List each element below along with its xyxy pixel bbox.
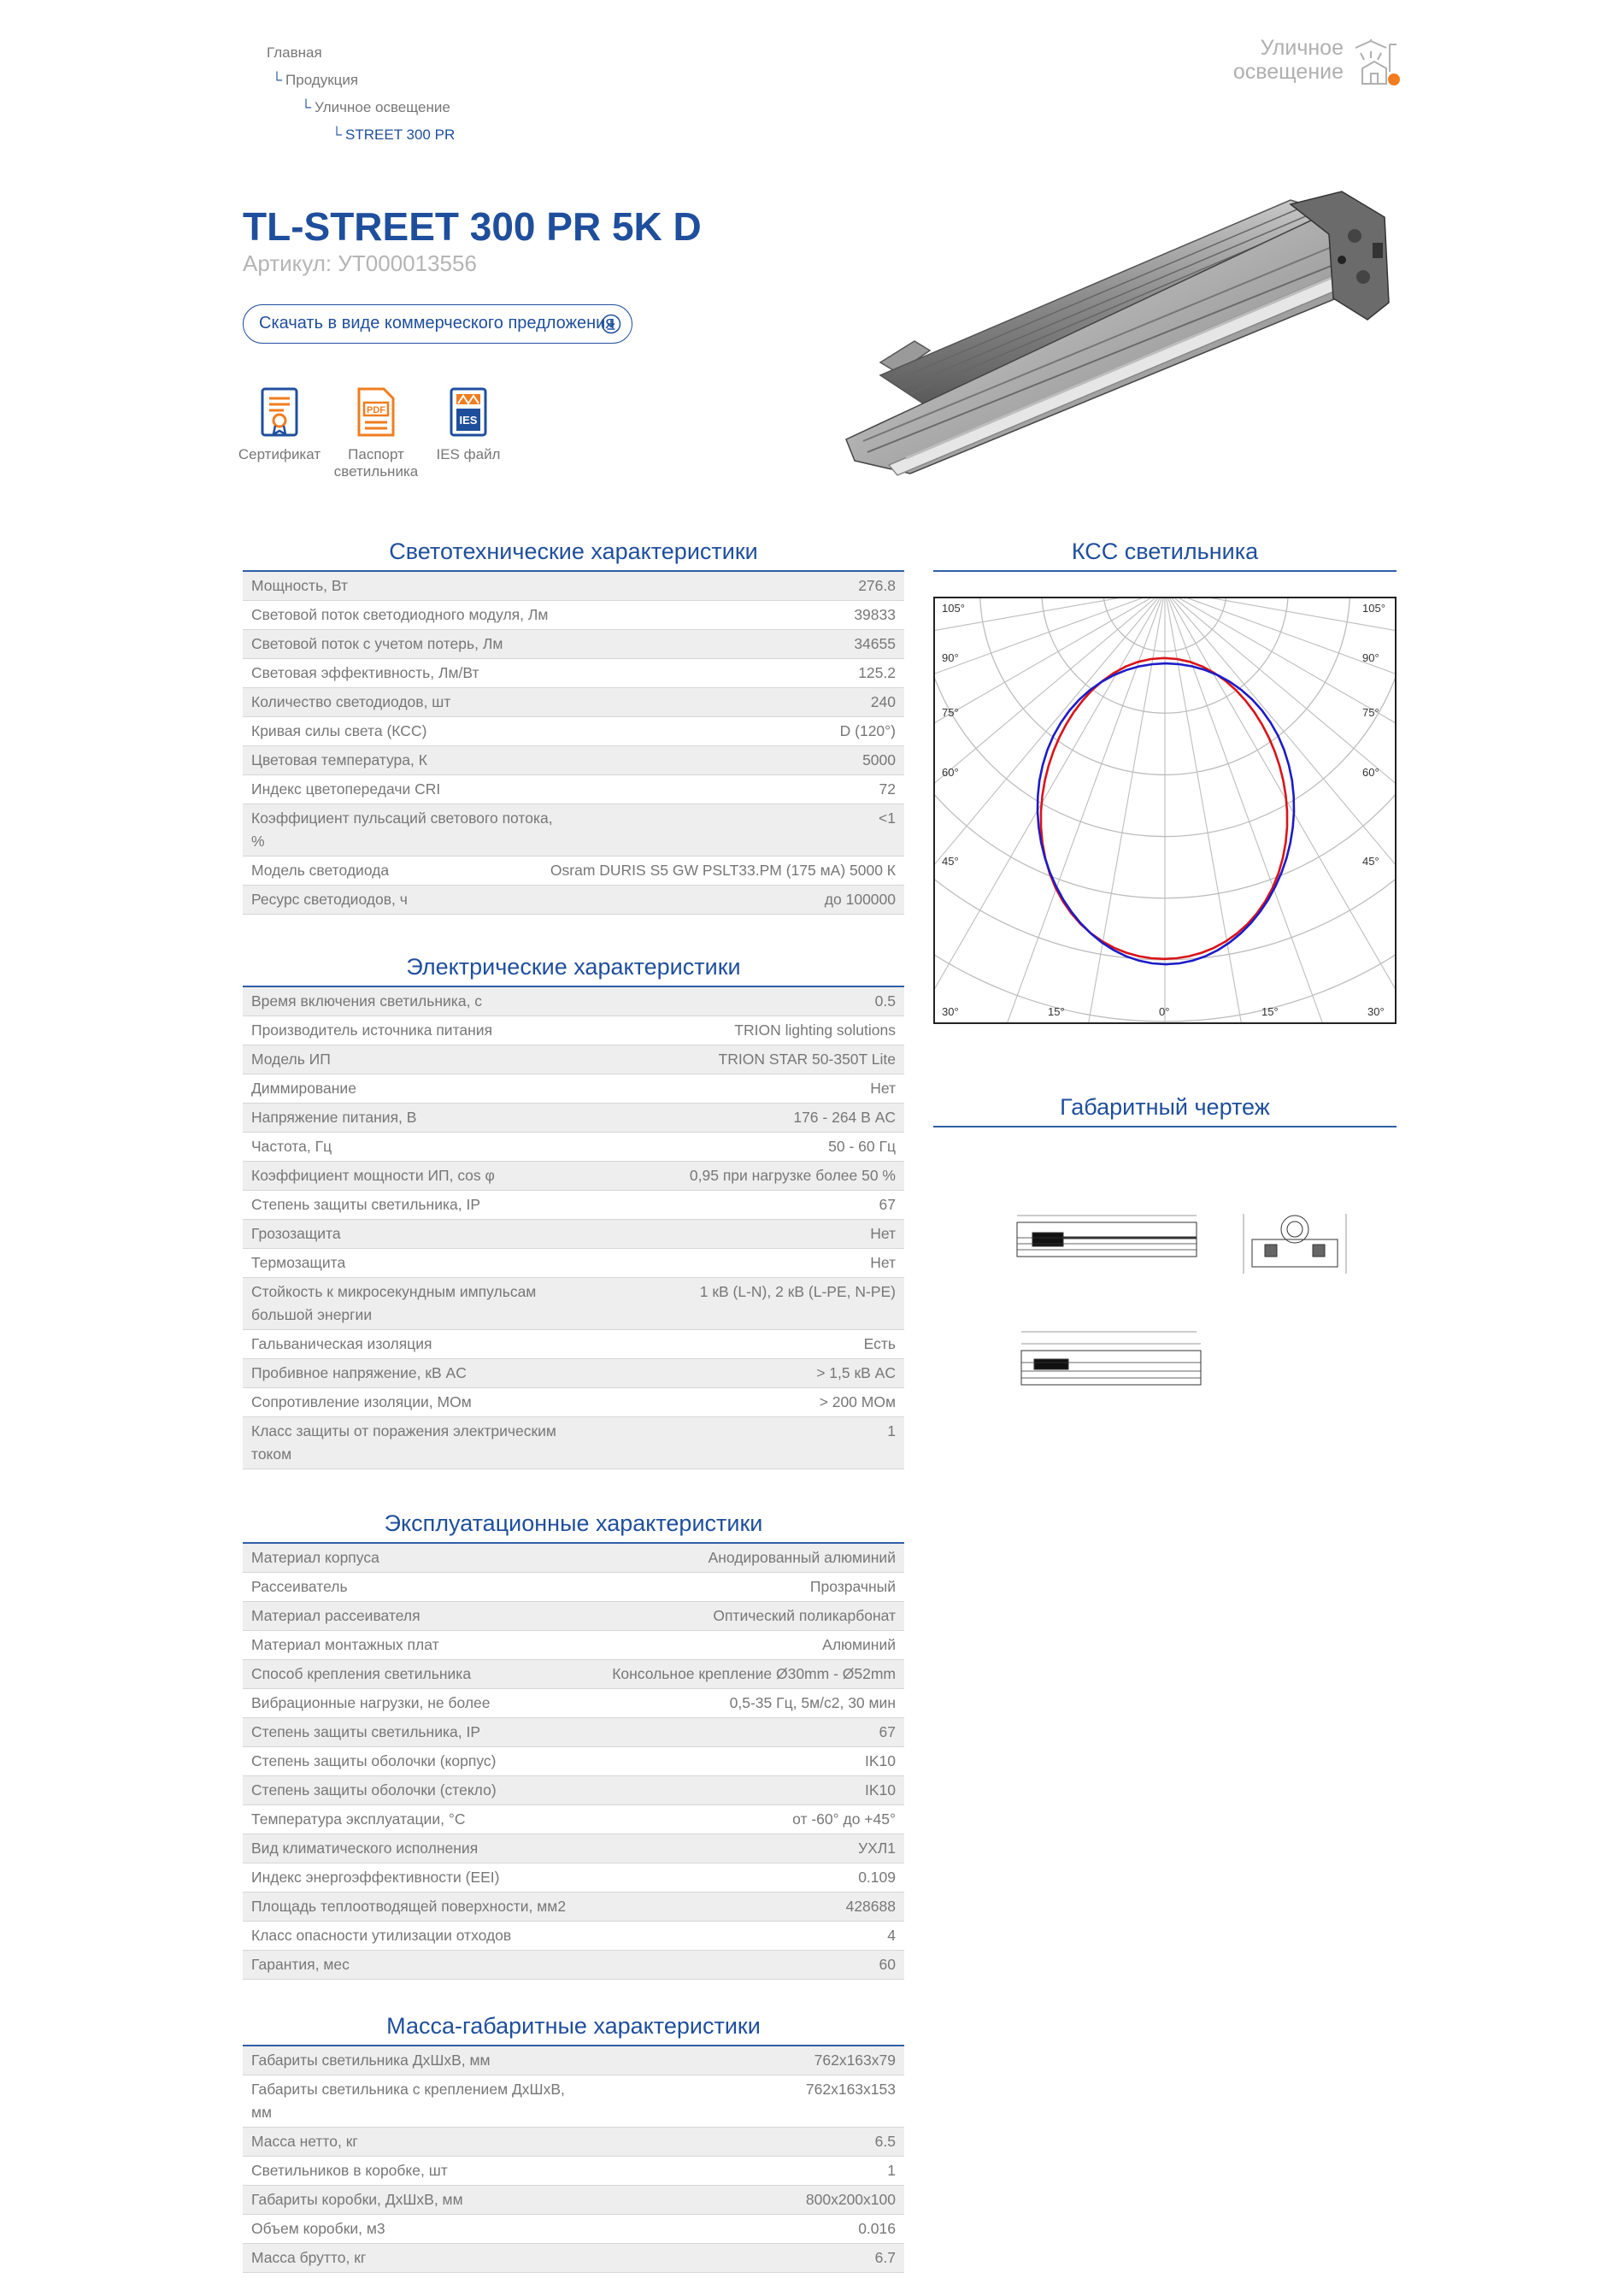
spec-value: <1 xyxy=(879,809,896,827)
spec-row xyxy=(243,1573,904,1602)
spec-row xyxy=(243,2215,904,2244)
spec-row xyxy=(243,775,904,804)
spec-value: 0,95 при нагрузке более 50 % xyxy=(689,1167,896,1184)
spec-row xyxy=(243,1388,904,1417)
spec-key: Светильников в коробке, шт xyxy=(251,2162,448,2179)
spec-row xyxy=(243,1544,904,1573)
spec-row xyxy=(243,1951,904,1980)
spec-value: 1 xyxy=(887,1422,896,1439)
spec-key: Цветовая температура, К xyxy=(251,751,427,768)
electrical-table xyxy=(243,987,904,1469)
polar-plot xyxy=(935,598,1395,1022)
spec-row xyxy=(243,804,904,857)
ies-file-link[interactable] xyxy=(413,386,524,463)
photometric-section-title: Светотехнические характеристики xyxy=(389,539,758,564)
spec-key: Частота, Гц xyxy=(251,1138,332,1155)
street-light-icon xyxy=(1352,38,1402,87)
spec-value: Нет xyxy=(870,1254,896,1271)
category-street-lighting[interactable] xyxy=(1222,36,1402,89)
breadcrumb-label: Главная xyxy=(267,44,322,61)
spec-key: Гальваническая изоляция xyxy=(251,1335,432,1352)
spec-row xyxy=(243,1249,904,1278)
spec-value: > 200 МОм xyxy=(819,1393,896,1410)
spec-key: Стойкость к микросекундным импульсам большой энергии xyxy=(251,1283,537,1323)
operational-table xyxy=(243,1544,904,1980)
spec-key: Ресурс светодиодов, ч xyxy=(251,891,408,908)
spec-value: Алюминий xyxy=(822,1636,896,1653)
electrical-section-title: Электрические характеристики xyxy=(406,954,741,980)
spec-value: 176 - 264 В AC xyxy=(793,1109,896,1126)
spec-key: Степень защиты оболочки (корпус) xyxy=(251,1752,497,1769)
spec-key: Световой поток с учетом потерь, Лм xyxy=(251,635,503,652)
spec-key: Пробивное напряжение, кВ AC xyxy=(251,1364,467,1381)
spec-value: 428688 xyxy=(845,1898,896,1915)
spec-row xyxy=(243,746,904,775)
spec-row xyxy=(243,1747,904,1776)
category-label-line1: Уличное xyxy=(1260,36,1344,60)
spec-row xyxy=(243,1278,904,1330)
spec-value: D (120°) xyxy=(839,722,896,739)
spec-row xyxy=(243,1776,904,1805)
certificate-icon xyxy=(260,386,299,438)
spec-value: 6.7 xyxy=(874,2249,896,2266)
mass-table xyxy=(243,2046,904,2273)
photometric-table xyxy=(243,572,904,915)
spec-row xyxy=(243,2075,904,2128)
spec-key: Вибрационные нагрузки, не более xyxy=(251,1694,491,1711)
corner-arrow-icon: └ xyxy=(332,127,343,143)
spec-key: Световая эффективность, Лм/Вт xyxy=(251,664,479,681)
spec-key: Класс опасности утилизации отходов xyxy=(251,1927,512,1944)
angle-label: 75° xyxy=(1362,706,1379,719)
spec-value: 0,5-35 Гц, 5м/с2, 30 мин xyxy=(729,1694,896,1711)
spec-value: IK10 xyxy=(865,1781,896,1799)
spec-key: Способ крепления светильника xyxy=(251,1665,472,1682)
corner-arrow-icon: └ xyxy=(301,99,312,115)
spec-key: Габариты светильника ДхШхВ, мм xyxy=(251,2052,491,2069)
spec-value: 0.016 xyxy=(858,2220,896,2237)
spec-row xyxy=(243,2244,904,2273)
spec-value: 762х163х153 xyxy=(805,2081,896,2098)
grid-ray xyxy=(935,598,1165,853)
certificate-label: Сертификат xyxy=(238,446,321,462)
spec-value: от -60° до +45° xyxy=(792,1810,896,1828)
angle-label: 0° xyxy=(1159,1005,1170,1018)
download-offer-button[interactable] xyxy=(243,304,632,344)
spec-row xyxy=(243,1631,904,1660)
spec-key: Масса брутто, кг xyxy=(251,2249,367,2266)
spec-row xyxy=(243,1016,904,1045)
spec-key: Рассеиватель xyxy=(251,1578,348,1595)
spec-key: Температура эксплуатации, °С xyxy=(251,1810,466,1828)
ksc-curve-c0 xyxy=(1041,658,1287,959)
spec-key: Степень защиты светильника, IP xyxy=(251,1723,481,1740)
angle-label: 45° xyxy=(1362,855,1379,868)
spec-value: 50 - 60 Гц xyxy=(828,1138,896,1155)
spec-value: Есть xyxy=(863,1335,896,1352)
spec-row xyxy=(243,630,904,659)
spec-value: 4 xyxy=(887,1927,896,1944)
ksc-diagram xyxy=(933,597,1397,1024)
breadcrumb-label: Уличное освещение xyxy=(315,99,450,115)
spec-row xyxy=(243,601,904,630)
category-label xyxy=(1233,36,1344,84)
spec-row xyxy=(243,886,904,915)
breadcrumb-label: Продукция xyxy=(285,72,359,88)
spec-key: Индекс энергоэффективности (EEI) xyxy=(251,1869,500,1886)
spec-value: Нет xyxy=(870,1225,896,1242)
spec-value: Прозрачный xyxy=(809,1578,896,1595)
product-image xyxy=(829,183,1393,491)
spec-row xyxy=(243,1718,904,1747)
spec-value: TRION lighting solutions xyxy=(734,1021,896,1039)
svg-text:IES: IES xyxy=(459,414,478,427)
spec-key: Грозозащита xyxy=(251,1225,341,1242)
spec-key: Коэффициент мощности ИП, cos φ xyxy=(251,1167,495,1184)
spec-key: Площадь теплоотводящей поверхности, мм2 xyxy=(251,1898,567,1915)
ies-icon xyxy=(449,386,488,438)
spec-key: Материал монтажных плат xyxy=(251,1636,439,1653)
spec-key: Габариты коробки, ДхШхВ, мм xyxy=(251,2191,463,2208)
angle-label: 60° xyxy=(942,766,959,779)
spec-value: 60 xyxy=(879,1956,896,1973)
spec-row xyxy=(243,1922,904,1951)
spec-value: 34655 xyxy=(854,635,896,652)
spec-value: 6.5 xyxy=(874,2133,896,2150)
spec-value: УХЛ1 xyxy=(857,1840,896,1857)
breadcrumb-label: STREET 300 PR xyxy=(345,127,456,143)
spec-value: Osram DURIS S5 GW PSLT33.PM (175 мА) 5000 К xyxy=(550,862,896,879)
spec-value: TRION STAR 50-350T Lite xyxy=(718,1051,896,1068)
spec-row xyxy=(243,1660,904,1689)
mass-section-title: Масса-габаритные характеристики xyxy=(386,2013,761,2039)
angle-label: 105° xyxy=(942,602,965,615)
product-article: Артикул: УТ000013556 xyxy=(243,250,477,276)
spec-row xyxy=(243,2157,904,2186)
spec-row xyxy=(243,1602,904,1631)
spec-value: 800х200х100 xyxy=(805,2191,896,2208)
spec-key: Модель ИП xyxy=(251,1051,331,1068)
dimension-drawing xyxy=(1008,1188,1385,1402)
spec-value: 67 xyxy=(879,1196,896,1213)
breadcrumb-street-lighting[interactable] xyxy=(267,94,455,121)
certificate-link[interactable] xyxy=(224,386,335,463)
spec-row xyxy=(243,1834,904,1863)
spec-key: Вид климатического исполнения xyxy=(251,1840,479,1857)
angle-label: 105° xyxy=(1362,602,1385,615)
spec-key: Кривая силы света (КСС) xyxy=(251,722,427,739)
spec-value: 125.2 xyxy=(858,664,896,681)
spec-row xyxy=(243,1133,904,1162)
spec-row xyxy=(243,1893,904,1922)
drawing-section-title: Габаритный чертеж xyxy=(1060,1094,1270,1120)
operational-section-title: Эксплуатационные характеристики xyxy=(384,1510,763,1536)
spec-row xyxy=(243,1220,904,1249)
category-label-line2: освещение xyxy=(1232,60,1344,84)
spec-row xyxy=(243,1074,904,1104)
product-title: TL-STREET 300 PR 5K D xyxy=(243,204,702,249)
spec-value: 0.5 xyxy=(874,992,896,1010)
angle-label: 90° xyxy=(942,651,959,664)
spec-key: Степень защиты светильника, IP xyxy=(251,1196,481,1213)
ies-label: IES файл xyxy=(436,446,501,462)
spec-key: Индекс цветопередачи CRI xyxy=(251,780,441,798)
spec-key: Сопротивление изоляции, МОм xyxy=(251,1393,472,1410)
ksc-section-title: КСС светильника xyxy=(1071,539,1259,564)
grid-ray xyxy=(1165,598,1395,853)
angle-label: 15° xyxy=(1261,1005,1279,1018)
spec-key: Термозащита xyxy=(251,1254,346,1271)
spec-key: Материал корпуса xyxy=(251,1549,379,1566)
angle-label: 75° xyxy=(942,706,959,719)
spec-key: Материал рассеивателя xyxy=(251,1607,420,1624)
angle-label: 30° xyxy=(942,1005,959,1018)
spec-value: 1 xyxy=(887,2162,896,2179)
spec-row xyxy=(243,1104,904,1133)
passport-label-line2: светильника xyxy=(333,463,419,480)
spec-row xyxy=(243,1045,904,1074)
breadcrumb-home[interactable] xyxy=(267,39,455,67)
spec-key: Степень защиты оболочки (стекло) xyxy=(251,1781,497,1799)
section-divider xyxy=(933,570,1397,572)
spec-value: IK10 xyxy=(865,1752,896,1769)
download-offer-label: Скачать в виде коммерческого предложения xyxy=(259,314,615,333)
download-icon xyxy=(601,314,621,334)
spec-row xyxy=(243,1359,904,1388)
spec-row xyxy=(243,987,904,1016)
breadcrumb-current xyxy=(267,121,455,149)
breadcrumb-products[interactable] xyxy=(267,67,455,94)
spec-value: 240 xyxy=(870,693,896,710)
spec-key: Класс защиты от поражения электрическим током xyxy=(251,1422,556,1463)
spec-value: Анодированный алюминий xyxy=(708,1549,896,1566)
spec-value: Нет xyxy=(870,1080,896,1097)
spec-row xyxy=(243,572,904,601)
spec-row xyxy=(243,1162,904,1191)
spec-value: Консольное крепление Ø30mm - Ø52mm xyxy=(612,1665,896,1682)
spec-key: Коэффициент пульсаций светового потока, % xyxy=(251,809,553,850)
spec-row xyxy=(243,2128,904,2157)
pdf-icon xyxy=(356,386,396,438)
spec-key: Диммирование xyxy=(251,1080,356,1097)
spec-row xyxy=(243,688,904,717)
spec-value: 5000 xyxy=(862,751,896,768)
spec-key: Гарантия, мес xyxy=(251,1956,350,1973)
angle-label: 45° xyxy=(942,855,959,868)
spec-row xyxy=(243,717,904,746)
spec-key: Время включения светильника, с xyxy=(251,992,483,1010)
spec-row xyxy=(243,1330,904,1359)
spec-row xyxy=(243,2186,904,2215)
spec-value: 0.109 xyxy=(858,1869,896,1886)
spec-value: 762х163х79 xyxy=(814,2052,896,2069)
svg-text:PDF: PDF xyxy=(367,405,385,415)
angle-label: 60° xyxy=(1362,766,1379,779)
corner-arrow-icon: └ xyxy=(272,72,283,88)
spec-row xyxy=(243,1191,904,1220)
spec-row xyxy=(243,857,904,886)
spec-row xyxy=(243,2046,904,2075)
spec-key: Напряжение питания, В xyxy=(251,1109,417,1126)
angle-label: 15° xyxy=(1048,1005,1065,1018)
spec-value: 1 кВ (L-N), 2 кВ (L-PE, N-PE) xyxy=(699,1283,896,1300)
spec-key: Мощность, Вт xyxy=(251,577,349,594)
spec-row xyxy=(243,1805,904,1834)
spec-row xyxy=(243,1417,904,1469)
angle-label: 30° xyxy=(1367,1005,1385,1018)
spec-row xyxy=(243,1863,904,1893)
spec-value: 276.8 xyxy=(858,577,896,594)
spec-value: 72 xyxy=(879,780,896,798)
angle-label: 90° xyxy=(1362,651,1379,664)
spec-key: Объем коробки, м3 xyxy=(251,2220,385,2237)
spec-value: Оптический поликарбонат xyxy=(713,1607,896,1624)
spec-key: Производитель источника питания xyxy=(251,1021,493,1039)
spec-row xyxy=(243,659,904,688)
spec-key: Количество светодиодов, шт xyxy=(251,693,451,710)
spec-key: Модель светодиода xyxy=(251,862,390,879)
spec-key: Габариты светильника с креплением ДхШхВ, мм xyxy=(251,2081,565,2121)
spec-value: 67 xyxy=(879,1723,896,1740)
spec-key: Световой поток светодиодного модуля, Лм xyxy=(251,606,549,623)
spec-value: до 100000 xyxy=(824,891,896,908)
spec-key: Масса нетто, кг xyxy=(251,2133,358,2150)
spec-value: 39833 xyxy=(854,606,896,623)
breadcrumb xyxy=(267,39,455,149)
spec-row xyxy=(243,1689,904,1718)
spec-value: > 1,5 кВ AC xyxy=(816,1364,896,1381)
passport-label-line1: Паспорт xyxy=(348,446,404,462)
section-divider xyxy=(933,1126,1397,1127)
